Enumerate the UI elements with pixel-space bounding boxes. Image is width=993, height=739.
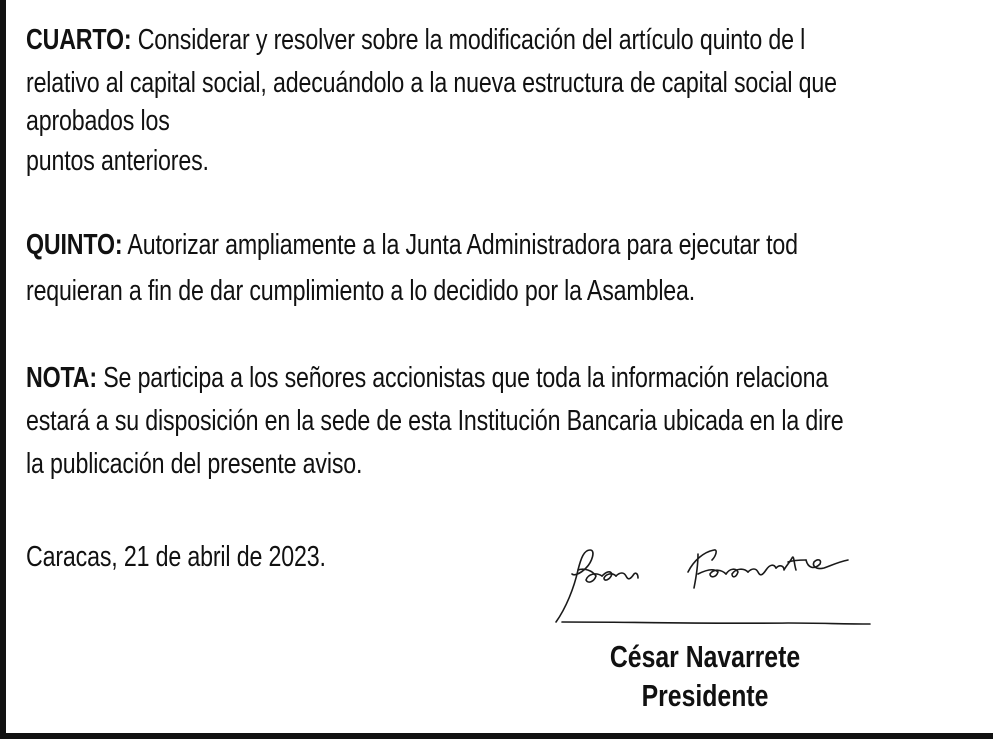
cuarto-line-4: puntos anteriores. [26,145,209,177]
quinto-line-1 [26,225,798,265]
signatory-title: Presidente [641,678,769,713]
handwritten-signature [548,538,878,633]
cuarto-line-3: aprobados los [26,105,170,137]
quinto-text-1: Autorizar ampliamente a la Junta Administradora para ejecutar tod [122,229,798,261]
nota-line-3: la publicación del presente aviso. [26,448,363,480]
nota-line-1 [26,358,828,398]
quinto-label: QUINTO: [26,229,123,261]
cuarto-label: CUARTO: [26,24,132,56]
cuarto-line-1 [26,20,805,60]
nota-label: NOTA: [26,362,97,394]
signatory-name: César Navarrete [609,639,801,674]
cuarto-text-1: Considerar y resolver sobre la modificación del artículo quinto de l [131,24,806,56]
date-line: Caracas, 21 de abril de 2023. [26,541,326,573]
nota-text-1: Se participa a los señores accionistas que toda la información relaciona [96,362,829,394]
left-border [0,0,6,739]
cuarto-line-2: relativo al capital social, adecuándolo a la nueva estructura de capital social que [26,67,837,99]
bottom-border [0,733,993,739]
nota-line-2: estará a su disposición en la sede de esta Institución Bancaria ubicada en la dire [26,405,844,437]
quinto-line-2: requieran a fin de dar cumplimiento a lo decidido por la Asamblea. [26,275,696,307]
